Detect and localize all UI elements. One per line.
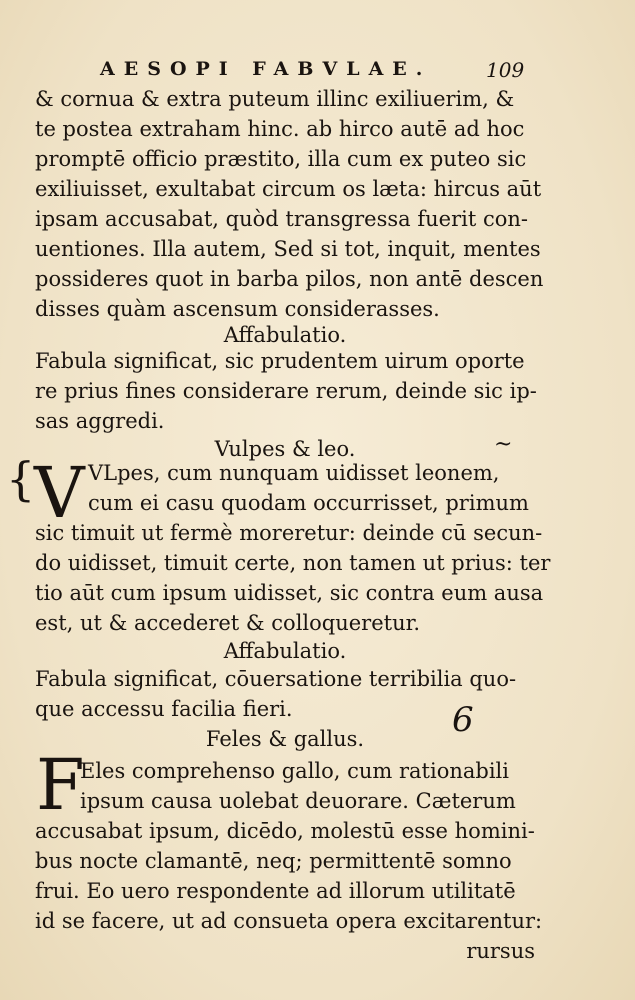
text-line: do uidisset, timuit certe, non tamen ut prius: ter bbox=[35, 551, 551, 575]
text-line: disses quàm ascensum considerasses. bbox=[35, 297, 440, 321]
text-line: cum ei casu quodam occurrisset, primum bbox=[88, 491, 529, 515]
text-line: est, ut & accederet & colloqueretur. bbox=[35, 611, 421, 635]
text-line: exiliuisset, exultabat circum os læta: hircus aūt bbox=[35, 177, 542, 201]
text-line: sic timuit ut fermè moreretur: deinde cū secun- bbox=[35, 521, 543, 545]
text-line: Fabula significat, cōuersatione terribilia quo- bbox=[35, 667, 517, 691]
running-title: AESOPI FABVLAE. bbox=[100, 58, 432, 80]
fable-title-feles-gallus: Feles & gallus. bbox=[205, 727, 365, 751]
text-line: Fabula significat, sic prudentem uirum oporte bbox=[35, 349, 525, 373]
text-line: id se facere, ut ad consueta opera excitarentur: bbox=[35, 909, 543, 933]
text-line: VLpes, cum nunquam uidisset leonem, bbox=[88, 461, 500, 485]
margin-mark: ~ bbox=[494, 432, 513, 457]
catchword: rursus bbox=[466, 939, 535, 963]
section-heading-affabulatio: Affabulatio. bbox=[223, 323, 347, 347]
page-number: 109 bbox=[486, 58, 525, 82]
text-line: possideres quot in barba pilos, non antē descen bbox=[35, 267, 544, 291]
text-line: promptē officio præstito, illa cum ex puteo sic bbox=[35, 147, 527, 171]
text-line: tio aūt cum ipsum uidisset, sic contra eum ausa bbox=[35, 581, 544, 605]
fable-title-vulpes-leo: Vulpes & leo. bbox=[214, 437, 356, 461]
text-line: ipsam accusabat, quòd transgressa fuerit con- bbox=[35, 207, 528, 231]
text-line: bus nocte clamantē, neq; permittentē somno bbox=[35, 849, 512, 873]
text-line: & cornua & extra puteum illinc exiliuerim, & bbox=[35, 87, 515, 111]
text-line: uentiones. Illa autem, Sed si tot, inquit, mentes bbox=[35, 237, 541, 261]
drop-cap-initial: V bbox=[34, 452, 85, 534]
text-line: que accessu facilia fieri. bbox=[35, 697, 293, 721]
text-line: Eles comprehenso gallo, cum rationabili bbox=[80, 759, 509, 783]
text-line: ipsum causa uolebat deuorare. Cæterum bbox=[80, 789, 516, 813]
text-line: sas aggredi. bbox=[35, 409, 165, 433]
section-heading-affabulatio: Affabulatio. bbox=[223, 639, 347, 663]
text-line: te postea extraham hinc. ab hirco autē ad hoc bbox=[35, 117, 525, 141]
text-line: accusabat ipsum, dicēdo, molestū esse homini- bbox=[35, 819, 535, 843]
handwritten-margin-note: 6 bbox=[452, 700, 474, 740]
text-line: re prius fines considerare rerum, deinde sic ip- bbox=[35, 379, 537, 403]
drop-cap-initial: F bbox=[36, 744, 85, 826]
text-line: frui. Eo uero respondente ad illorum utilitatē bbox=[35, 879, 516, 903]
margin-brace: { bbox=[6, 452, 36, 506]
